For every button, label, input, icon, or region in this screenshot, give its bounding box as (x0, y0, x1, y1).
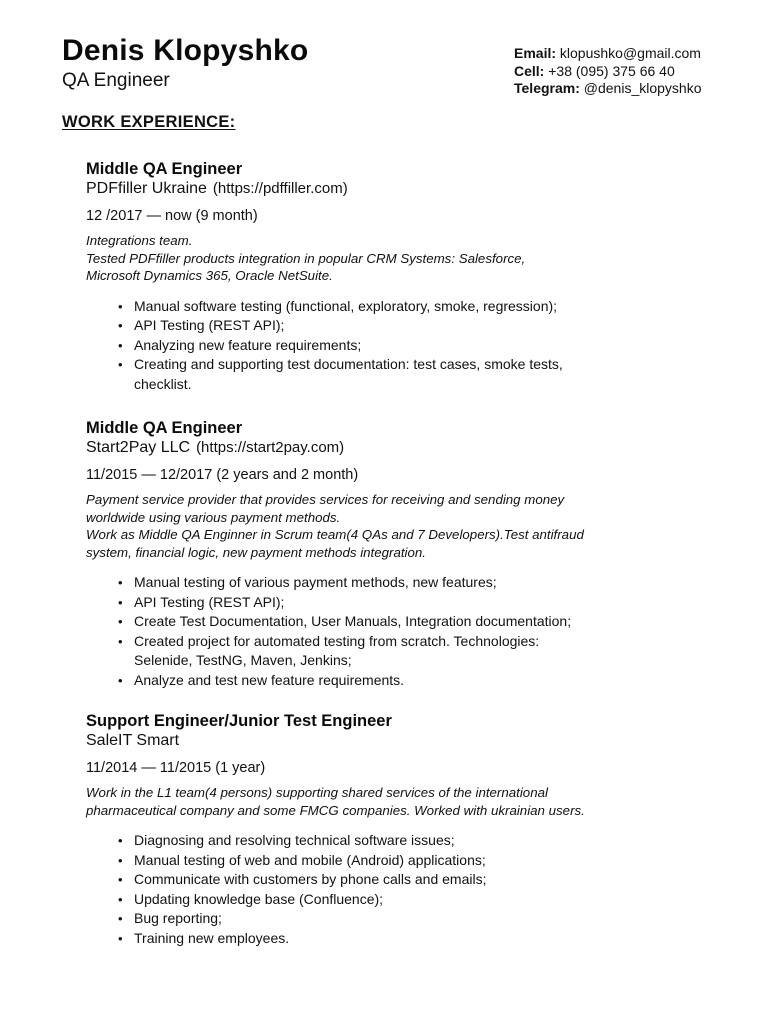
telegram-value: @denis_klopyshko (583, 80, 702, 96)
list-item: • Training new employees. (116, 929, 636, 949)
list-item: • Analyzing new feature requirements; (116, 336, 596, 356)
list-item: • Creating and supporting test documentation: test cases, smoke tests, checklist. (118, 356, 563, 392)
company-url: (https://start2pay.com) (196, 439, 345, 456)
bullet-icon: • (118, 911, 123, 926)
contact-block (514, 45, 702, 98)
company-url: (https://pdffiller.com) (212, 180, 348, 197)
job-description (86, 784, 706, 819)
job-description (86, 491, 706, 561)
job-entry (86, 711, 706, 948)
bullet-icon: • (118, 298, 123, 314)
contact-cell (514, 63, 702, 81)
job-title: Support Engineer/Junior Test Engineer (86, 712, 392, 730)
description-line: pharmaceutical company and some FMCG companies. Worked with ukrainian users. (86, 802, 585, 818)
job-role: QA Engineer (62, 70, 170, 91)
job-period: 12 /2017 — now (9 month) (86, 208, 258, 224)
description-line: Tested PDFfiller products integration in popular CRM Systems: Salesforce, (86, 250, 526, 266)
contact-label: Cell: (514, 62, 545, 79)
bullet-icon: • (118, 633, 123, 649)
responsibility-list (116, 831, 636, 948)
bullet-icon: • (118, 891, 123, 907)
bullet-icon: • (118, 357, 123, 372)
list-item: • Bug reporting; (116, 909, 636, 929)
job-period: 11/2015 — 12/2017 (2 years and 2 month) (86, 467, 359, 483)
bullet-icon: • (118, 833, 123, 848)
list-item: • Manual testing of web and mobile (Android) applications; (116, 851, 636, 871)
list-item: • Created project for automated testing from scratch. Technologies: Selenide, TestNG, Maven, Jenkins; (118, 632, 540, 668)
bullet-icon: • (118, 872, 123, 887)
bullet-icon: • (118, 594, 123, 610)
job-description (86, 232, 706, 285)
list-item: • Diagnosing and resolving technical software issues; (116, 831, 636, 851)
company-line (86, 731, 706, 751)
description-line: worldwide using various payment methods. (86, 509, 341, 525)
contact-telegram (514, 80, 702, 98)
list-item: • API Testing (REST API); (116, 316, 596, 336)
company-name: PDFfiller Ukraine (86, 180, 207, 197)
bullet-icon: • (118, 930, 123, 946)
job-entry (86, 159, 706, 394)
responsibility-list (116, 297, 596, 395)
list-item: • Manual software testing (functional, exploratory, smoke, regression); (116, 297, 596, 317)
description-line: Integrations team. (86, 233, 193, 248)
responsibility-list (116, 573, 596, 690)
job-title: Middle QA Engineer (86, 160, 243, 178)
company-line (86, 438, 706, 458)
list-item: • Analyze and test new feature requirements. (116, 671, 596, 691)
contact-email (514, 45, 702, 63)
cell-value: +38 (095) 375 66 40 (548, 62, 675, 79)
company-name: SaleIT Smart (86, 732, 180, 749)
list-item: • Manual testing of various payment methods, new features; (116, 573, 596, 593)
company-line (86, 179, 706, 199)
contact-label: Telegram: (514, 80, 580, 96)
job-entry (86, 418, 706, 690)
description-line: Work as Middle QA Enginner in Scrum team(4 QAs and 7 Developers).Test antifraud (86, 527, 584, 542)
company-name: Start2Pay LLC (86, 439, 191, 456)
description-line: Payment service provider that provides services for receiving and sending money (86, 492, 565, 507)
job-title: Middle QA Engineer (86, 419, 243, 437)
job-period: 11/2014 — 11/2015 (1 year) (86, 760, 266, 776)
contact-label: Email: (514, 45, 557, 61)
bullet-icon: • (118, 614, 123, 629)
description-line: Microsoft Dynamics 365, Oracle NetSuite. (86, 268, 333, 283)
bullet-icon: • (118, 337, 123, 353)
list-item: • API Testing (REST API); (116, 593, 596, 613)
description-line: system, financial logic, new payment methods integration. (86, 544, 426, 560)
bullet-icon: • (118, 672, 123, 688)
list-item: • Communicate with customers by phone calls and emails; (116, 870, 636, 890)
list-item: • Updating knowledge base (Confluence); (116, 890, 636, 910)
section-heading: WORK EXPERIENCE: (62, 113, 236, 131)
bullet-icon: • (118, 852, 123, 868)
email-value: klopushko@gmail.com (559, 45, 701, 61)
list-item: • Create Test Documentation, User Manuals, Integration documentation; (116, 612, 596, 632)
bullet-icon: • (118, 575, 123, 590)
page-title: Denis Klopyshko (62, 34, 309, 67)
description-line: Work in the L1 team(4 persons) supporting shared services of the international (86, 785, 548, 800)
bullet-icon: • (118, 318, 123, 333)
